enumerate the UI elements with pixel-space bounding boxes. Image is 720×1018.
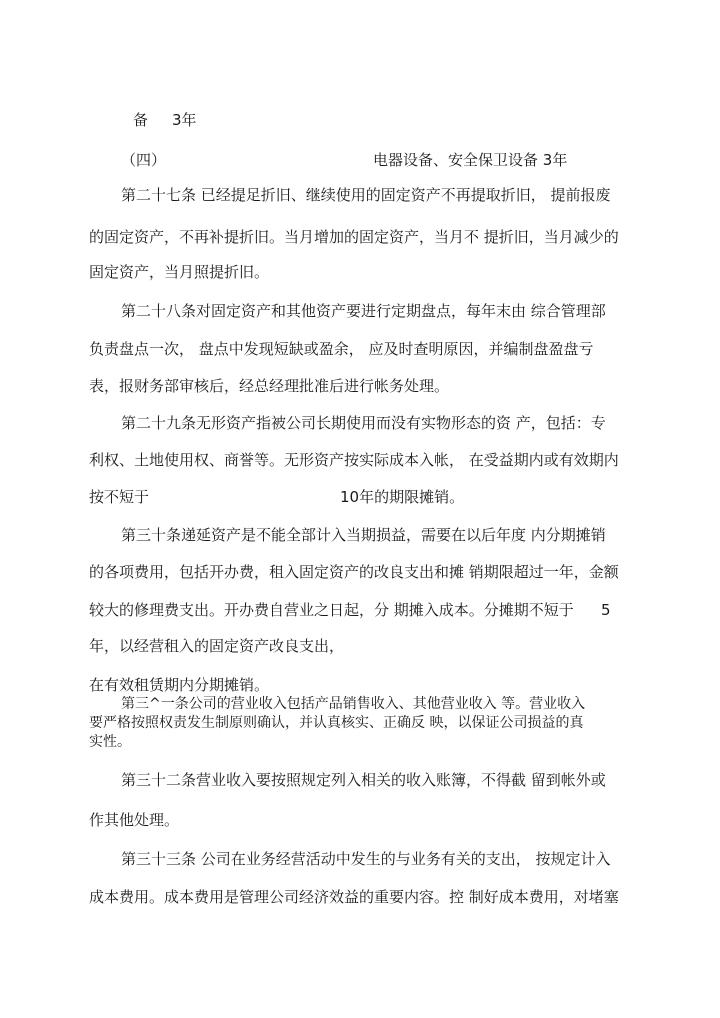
text-line: 固定资产，当月照提折旧。 bbox=[89, 263, 270, 281]
text-line: 第三十条递延资产是不能全部计入当期损益，需要在以后年度 内分期摊销 bbox=[121, 526, 606, 544]
text-line: 第三十二条营业收入要按照规定列入相关的收入账簿，不得截 留到帐外或 bbox=[121, 771, 606, 789]
text-line: 第二十九条无形资产指被公司长期使用而没有实物形态的资 产，包括：专 bbox=[121, 414, 606, 432]
text-line: 第二十七条 已经提足折旧、继续使用的固定资产不再提取折旧， 提前报废 bbox=[121, 186, 611, 204]
text-line: 要严格按照权责发生制原则确认，并认真核实、正确反 映，以保证公司损益的真 bbox=[89, 715, 584, 731]
text-line: 年，以经营租入的固定资产改良支出， bbox=[89, 637, 345, 655]
text-line: 第三十三条 公司在业务经营活动中发生的与业务有关的支出， 按规定计入 bbox=[121, 850, 611, 868]
text-line: 在有效租赁期内分期摊销。 bbox=[89, 676, 270, 694]
text-line: 第三^一条公司的营业收入包括产品销售收入、其他营业收入 等。营业收入 bbox=[121, 696, 586, 712]
text-line: 备 bbox=[133, 111, 149, 129]
text-line: 作其他处理。 bbox=[89, 811, 180, 829]
text-line: 的固定资产，不再补提折旧。当月增加的固定资产，当月不 提折旧，当月减少的 bbox=[89, 228, 619, 246]
text-line: 实性。 bbox=[89, 734, 131, 750]
text-line: （四） bbox=[121, 151, 167, 169]
text-line: 成本费用。成本费用是管理公司经济效益的重要内容。控 制好成本费用，对堵塞 bbox=[89, 888, 619, 906]
text-line: 10年的期限摊销。 bbox=[340, 488, 465, 506]
text-line: 第二十八条对固定资产和其他资产要进行定期盘点，每年末由 综合管理部 bbox=[121, 302, 606, 320]
text-line: 负责盘点一次， 盘点中发现短缺或盈余， 应及时查明原因，并编制盘盈盘亏 bbox=[89, 340, 594, 358]
text-line: 较大的修理费支出。开办费自营业之日起，分 期摊入成本。分摊期不短于 bbox=[89, 601, 574, 619]
text-line: 3年 bbox=[172, 111, 197, 129]
text-line: 利权、土地使用权、商誉等。无形资产按实际成本入帐， 在受益期内或有效期内 bbox=[89, 451, 619, 469]
text-line: 电器设备、安全保卫设备 3年 bbox=[373, 151, 568, 169]
text-line: 按不短于 bbox=[89, 488, 150, 506]
text-line: 5 bbox=[601, 601, 611, 619]
text-line: 表，报财务部审核后，经总经理批准后进行帐务处理。 bbox=[89, 377, 450, 395]
text-line: 的各项费用，包括开办费，租入固定资产的改良支出和摊 销期限超过一年，金额 bbox=[89, 563, 619, 581]
